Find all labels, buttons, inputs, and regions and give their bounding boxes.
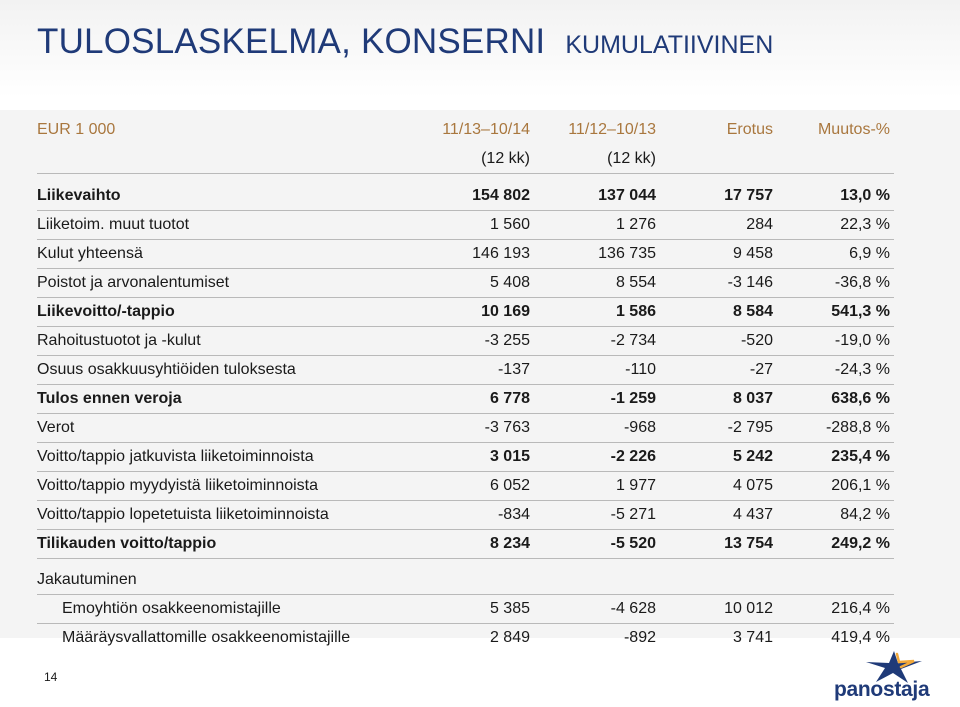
row-value-difference: 4 075 bbox=[732, 477, 773, 494]
row-value-change: 216,4 % bbox=[831, 600, 890, 617]
row-value-current: 6 778 bbox=[489, 390, 530, 407]
row-value-difference: -3 146 bbox=[727, 274, 773, 291]
row-label: Liikevoitto/-tappio bbox=[37, 303, 175, 320]
row-value-current: -137 bbox=[497, 361, 530, 378]
row-value-difference: 17 757 bbox=[724, 187, 773, 204]
row-value-difference: 3 741 bbox=[732, 629, 773, 646]
page-title-main: TULOSLASKELMA, KONSERNI bbox=[37, 22, 546, 61]
row-value-difference: -27 bbox=[749, 361, 773, 378]
row-value-change: 206,1 % bbox=[831, 477, 890, 494]
row-value-change: 249,2 % bbox=[831, 535, 890, 552]
table-row bbox=[0, 386, 960, 412]
page-number: 14 bbox=[44, 670, 58, 684]
row-label: Poistot ja arvonalentumiset bbox=[37, 274, 230, 291]
table-header-row bbox=[0, 117, 960, 143]
allocation-heading-row bbox=[0, 567, 960, 593]
row-value-current: 1 560 bbox=[489, 216, 530, 233]
table-row bbox=[0, 473, 960, 499]
row-value-difference: -520 bbox=[740, 332, 773, 349]
row-value-previous: 136 735 bbox=[598, 245, 656, 262]
row-value-difference: 9 458 bbox=[732, 245, 773, 262]
table-row bbox=[0, 328, 960, 354]
table-row bbox=[0, 357, 960, 383]
row-value-previous: -1 259 bbox=[610, 390, 656, 407]
row-value-difference: 5 242 bbox=[732, 448, 773, 465]
row-value-difference: -2 795 bbox=[727, 419, 773, 436]
table-row bbox=[0, 270, 960, 296]
row-value-current: 3 015 bbox=[489, 448, 530, 465]
row-value-change: -288,8 % bbox=[825, 419, 890, 436]
row-value-difference: 284 bbox=[746, 216, 773, 233]
row-value-current: -3 763 bbox=[484, 419, 530, 436]
allocation-heading: Jakautuminen bbox=[37, 571, 137, 588]
row-label: Määräysvallattomille osakkeenomistajille bbox=[62, 629, 351, 646]
row-value-previous: 1 586 bbox=[615, 303, 656, 320]
row-value-current: 10 169 bbox=[481, 303, 530, 320]
row-value-change: 84,2 % bbox=[840, 506, 890, 523]
row-value-current: 5 385 bbox=[489, 600, 530, 617]
table-row bbox=[0, 596, 960, 622]
row-value-current: 8 234 bbox=[489, 535, 530, 552]
table-row bbox=[0, 241, 960, 267]
row-label: Tilikauden voitto/tappio bbox=[37, 535, 217, 552]
header-col-difference: Erotus bbox=[726, 121, 773, 138]
row-value-previous: 1 977 bbox=[615, 477, 656, 494]
table-row bbox=[0, 299, 960, 325]
row-label: Voitto/tappio myydyistä liiketoiminnoista bbox=[37, 477, 319, 494]
row-label: Tulos ennen veroja bbox=[37, 390, 182, 407]
row-value-change: -19,0 % bbox=[834, 332, 890, 349]
row-value-previous: -2 734 bbox=[610, 332, 656, 349]
row-value-change: -24,3 % bbox=[834, 361, 890, 378]
table-row bbox=[0, 444, 960, 470]
row-value-difference: 13 754 bbox=[724, 535, 773, 552]
row-value-previous: -4 628 bbox=[610, 600, 656, 617]
table-header-subrow bbox=[0, 146, 960, 172]
table-row bbox=[0, 183, 960, 209]
table-row bbox=[0, 531, 960, 557]
row-value-current: 6 052 bbox=[489, 477, 530, 494]
table-row bbox=[0, 502, 960, 528]
row-value-previous: -968 bbox=[623, 419, 656, 436]
row-value-difference: 8 584 bbox=[732, 303, 773, 320]
row-value-difference: 8 037 bbox=[732, 390, 773, 407]
row-label: Voitto/tappio jatkuvista liiketoiminnoista bbox=[37, 448, 314, 465]
logo-text: panostaja bbox=[834, 678, 930, 701]
row-value-current: 2 849 bbox=[489, 629, 530, 646]
page-title-sub: KUMULATIIVINEN bbox=[565, 31, 774, 59]
table-row bbox=[0, 415, 960, 441]
row-value-change: -36,8 % bbox=[834, 274, 890, 291]
row-value-difference: 10 012 bbox=[724, 600, 773, 617]
row-value-previous: 8 554 bbox=[615, 274, 656, 291]
row-value-previous: 1 276 bbox=[615, 216, 656, 233]
row-value-change: 13,0 % bbox=[840, 187, 890, 204]
header-col-previous-months: (12 kk) bbox=[607, 150, 656, 167]
row-value-previous: -5 271 bbox=[610, 506, 656, 523]
row-value-previous: -5 520 bbox=[610, 535, 656, 552]
row-value-change: 541,3 % bbox=[831, 303, 890, 320]
row-value-previous: -2 226 bbox=[610, 448, 656, 465]
table-row bbox=[0, 625, 960, 651]
page-title bbox=[37, 22, 773, 62]
row-value-current: 154 802 bbox=[472, 187, 530, 204]
row-label: Rahoitustuotot ja -kulut bbox=[37, 332, 201, 349]
row-value-difference: 4 437 bbox=[732, 506, 773, 523]
row-label: Kulut yhteensä bbox=[37, 245, 143, 262]
table-row bbox=[0, 212, 960, 238]
row-value-previous: -892 bbox=[623, 629, 656, 646]
row-label: Verot bbox=[37, 419, 75, 436]
row-value-current: -3 255 bbox=[484, 332, 530, 349]
header-col-current-months: (12 kk) bbox=[481, 150, 530, 167]
row-value-change: 638,6 % bbox=[831, 390, 890, 407]
header-col-previous-period: 11/12–10/13 bbox=[568, 121, 656, 138]
row-value-current: 5 408 bbox=[489, 274, 530, 291]
header-col-current-period: 11/13–10/14 bbox=[442, 121, 530, 138]
header-currency-label: EUR 1 000 bbox=[37, 121, 116, 138]
row-label: Liiketoim. muut tuotot bbox=[37, 216, 190, 233]
row-label: Osuus osakkuusyhtiöiden tuloksesta bbox=[37, 361, 296, 378]
header-col-change-percent: Muutos-% bbox=[817, 121, 890, 138]
row-label: Voitto/tappio lopetetuista liiketoiminnoista bbox=[37, 506, 329, 523]
row-value-current: -834 bbox=[497, 506, 530, 523]
row-value-current: 146 193 bbox=[472, 245, 530, 262]
row-label: Emoyhtiön osakkeenomistajille bbox=[62, 600, 281, 617]
row-value-change: 6,9 % bbox=[849, 245, 890, 262]
row-value-change: 22,3 % bbox=[840, 216, 890, 233]
row-value-change: 235,4 % bbox=[831, 448, 890, 465]
row-value-previous: -110 bbox=[625, 361, 656, 378]
row-value-previous: 137 044 bbox=[598, 187, 656, 204]
row-value-change: 419,4 % bbox=[831, 629, 890, 646]
panostaja-logo bbox=[832, 650, 932, 705]
row-label: Liikevaihto bbox=[37, 187, 121, 204]
